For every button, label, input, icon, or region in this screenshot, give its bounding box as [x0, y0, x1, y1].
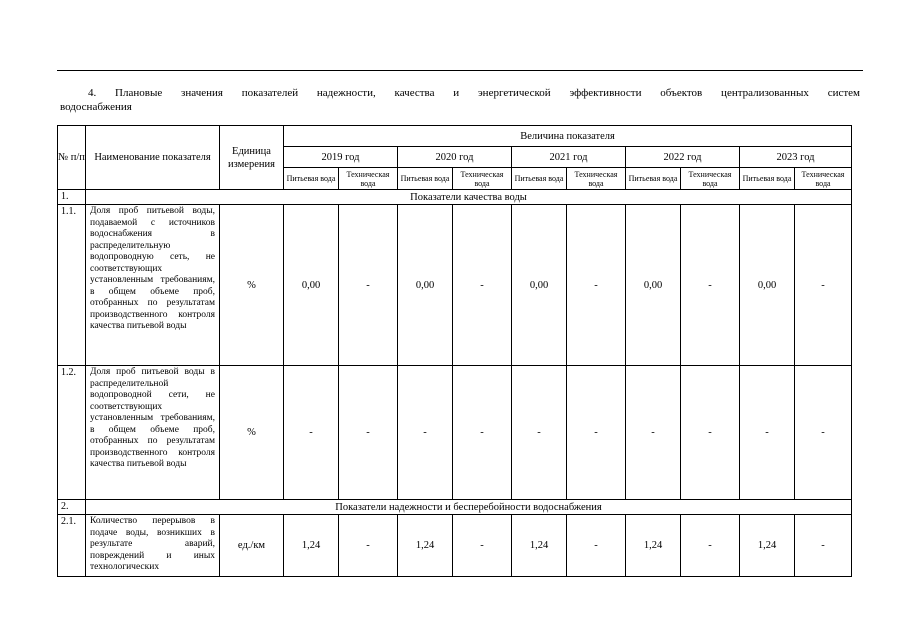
- section-heading-line-1: 4. Плановые значения показателей надежности, качества и энергетической эффективности объектов централизованных систем: [88, 87, 860, 99]
- section-number: 1.: [58, 190, 86, 205]
- header-technical-water: Техническая вода: [567, 168, 626, 190]
- technical-water-value: -: [681, 205, 740, 366]
- header-name: Наименование показателя: [86, 126, 220, 190]
- table-row: [58, 366, 852, 500]
- technical-water-value: -: [567, 366, 626, 500]
- section-heading-line-2: водоснабжения: [60, 101, 132, 113]
- indicator-name-text: Количество перерывов в подаче воды, возникших в результате аварий, повреждений и иных технологических: [90, 516, 215, 572]
- technical-water-value: -: [567, 205, 626, 366]
- header-year: 2021 год: [512, 147, 626, 168]
- technical-water-value: -: [795, 515, 852, 577]
- drinking-water-value: 0,00: [740, 205, 795, 366]
- header-year: 2022 год: [626, 147, 740, 168]
- section-row: [58, 190, 852, 205]
- unit-cell: %: [220, 205, 284, 366]
- drinking-water-value: 1,24: [626, 515, 681, 577]
- header-drinking-water: Питьевая вода: [740, 168, 795, 190]
- section-heading: [60, 86, 860, 114]
- technical-water-value: -: [339, 205, 398, 366]
- table-row: [58, 205, 852, 366]
- row-number: 2.1.: [58, 515, 86, 577]
- header-drinking-water: Питьевая вода: [626, 168, 681, 190]
- header-unit: Единица измерения: [220, 126, 284, 190]
- drinking-water-value: 0,00: [626, 205, 681, 366]
- drinking-water-value: -: [626, 366, 681, 500]
- technical-water-value: -: [795, 205, 852, 366]
- technical-water-value: -: [453, 205, 512, 366]
- technical-water-value: -: [567, 515, 626, 577]
- drinking-water-value: 1,24: [512, 515, 567, 577]
- header-year: 2020 год: [398, 147, 512, 168]
- unit-cell: %: [220, 366, 284, 500]
- section-number: 2.: [58, 500, 86, 515]
- indicator-name: [86, 205, 220, 366]
- table-row: [58, 515, 852, 577]
- header-num: № п/п: [58, 126, 86, 190]
- indicator-name: [86, 515, 220, 577]
- header-technical-water: Техническая вода: [795, 168, 852, 190]
- header-drinking-water: Питьевая вода: [284, 168, 339, 190]
- header-year: 2019 год: [284, 147, 398, 168]
- drinking-water-value: -: [398, 366, 453, 500]
- drinking-water-value: -: [284, 366, 339, 500]
- drinking-water-value: 0,00: [512, 205, 567, 366]
- header-value: Величина показателя: [284, 126, 852, 147]
- drinking-water-value: 1,24: [284, 515, 339, 577]
- header-drinking-water: Питьевая вода: [398, 168, 453, 190]
- drinking-water-value: -: [740, 366, 795, 500]
- top-rule: [57, 70, 863, 71]
- row-number: 1.2.: [58, 366, 86, 500]
- header-technical-water: Техническая вода: [339, 168, 398, 190]
- drinking-water-value: 1,24: [740, 515, 795, 577]
- header-technical-water: Техническая вода: [681, 168, 740, 190]
- drinking-water-value: 0,00: [284, 205, 339, 366]
- technical-water-value: -: [339, 366, 398, 500]
- indicators-table: [57, 125, 852, 577]
- drinking-water-value: 1,24: [398, 515, 453, 577]
- section-title: Показатели надежности и бесперебойности водоснабжения: [86, 500, 852, 515]
- indicator-name: [86, 366, 220, 500]
- technical-water-value: -: [795, 366, 852, 500]
- section-title: Показатели качества воды: [86, 190, 852, 205]
- unit-cell: ед./км: [220, 515, 284, 577]
- drinking-water-value: 0,00: [398, 205, 453, 366]
- drinking-water-value: -: [512, 366, 567, 500]
- technical-water-value: -: [453, 515, 512, 577]
- row-number: 1.1.: [58, 205, 86, 366]
- section-row: [58, 500, 852, 515]
- header-technical-water: Техническая вода: [453, 168, 512, 190]
- indicator-name-text: Доля проб питьевой воды, подаваемой с источников водоснабжения в распределительную водопроводную сеть, не соответствующих установленным требованиям, в общем объеме проб, отобранных по результатам производственного контроля качества питьевой воды: [90, 206, 215, 331]
- technical-water-value: -: [681, 366, 740, 500]
- technical-water-value: -: [339, 515, 398, 577]
- technical-water-value: -: [453, 366, 512, 500]
- header-drinking-water: Питьевая вода: [512, 168, 567, 190]
- indicator-name-text: Доля проб питьевой воды в распределительной водопроводной сети, не соответствующих установленным требованиям, в общем объеме проб, отобранных по результатам производственного контроля качества питьевой воды: [90, 367, 215, 469]
- technical-water-value: -: [681, 515, 740, 577]
- header-year: 2023 год: [740, 147, 852, 168]
